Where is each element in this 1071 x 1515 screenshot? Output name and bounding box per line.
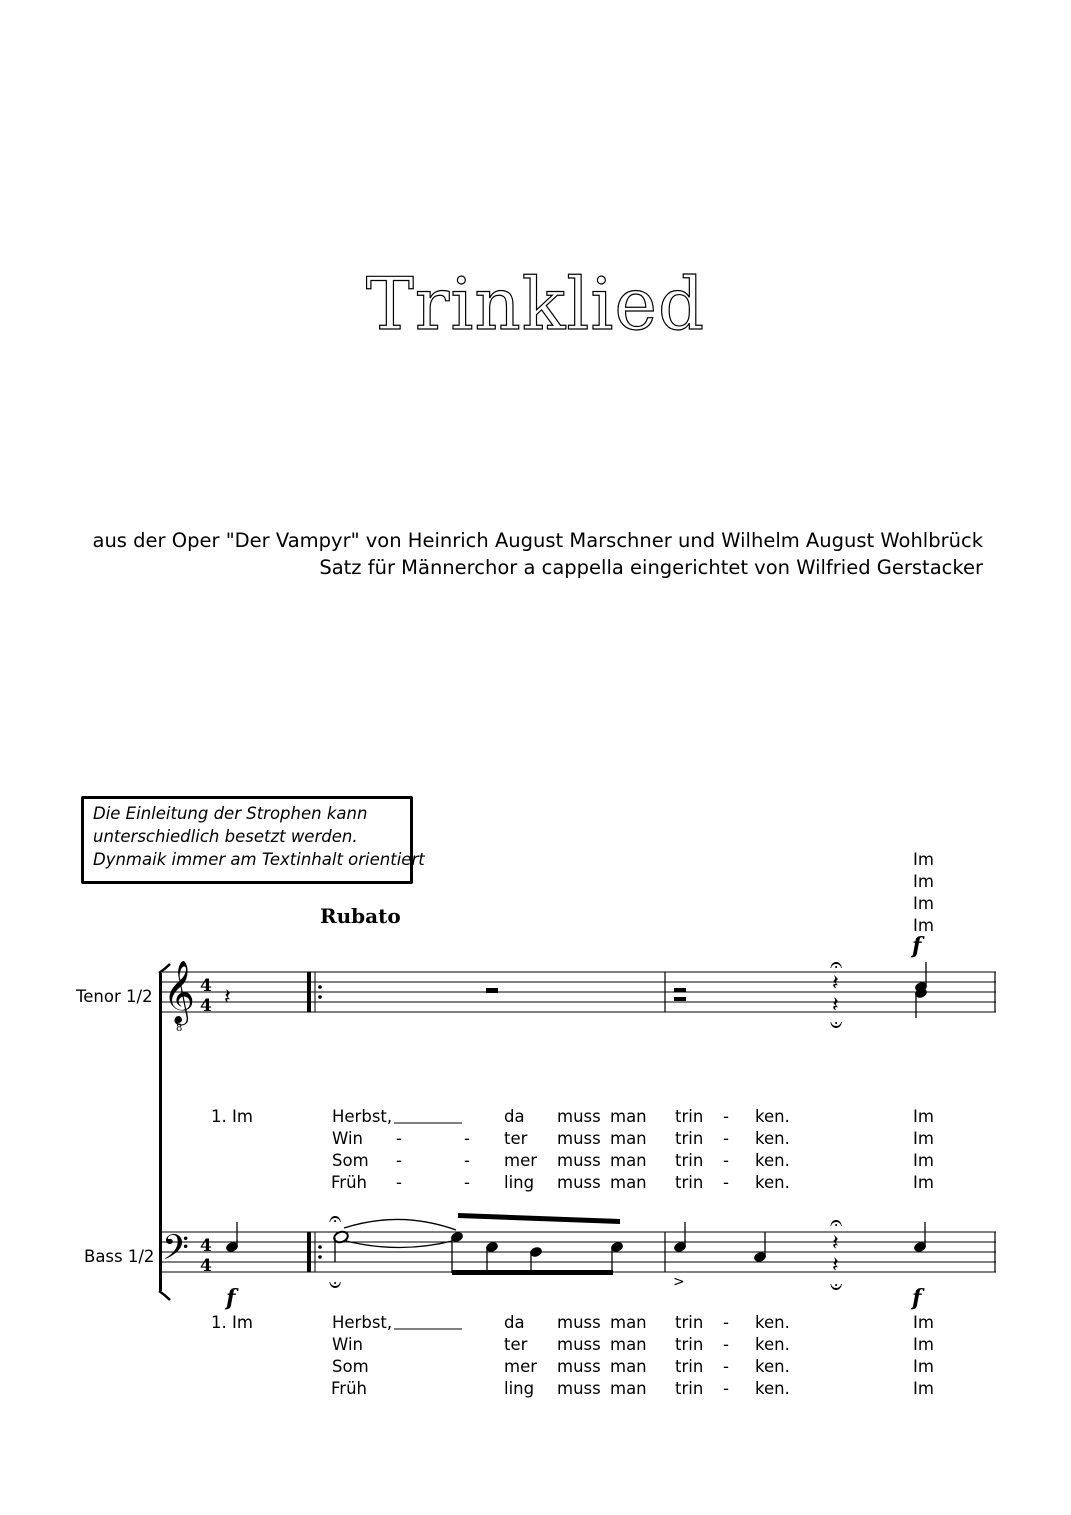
half-rest-icon	[674, 988, 686, 992]
accent-icon: >	[673, 1274, 685, 1290]
instrument-name-bass: Bass 1/2	[84, 1247, 155, 1266]
lyric-hyphen: -	[396, 1151, 402, 1170]
fermata-icon: 𝄐	[830, 953, 843, 978]
lyric: ken.	[755, 1107, 790, 1126]
lyric-hyphen: -	[723, 1313, 729, 1332]
lyric: man	[610, 1107, 647, 1126]
lyric: mer	[504, 1357, 538, 1376]
lyric: Herbst,	[332, 1313, 393, 1332]
fermata-icon: 𝄐	[830, 1211, 843, 1236]
dynamic-forte: f	[912, 1285, 922, 1311]
lyric: ken.	[755, 1379, 790, 1398]
half-rest-icon	[674, 997, 686, 1001]
lyric: ling	[504, 1173, 535, 1192]
bass-half-note	[333, 1230, 350, 1262]
lyric: 1. Im	[211, 1107, 253, 1126]
lyric: ling	[504, 1379, 535, 1398]
lyric: man	[610, 1173, 647, 1192]
instrument-name-tenor: Tenor 1/2	[76, 987, 153, 1006]
bass-note	[225, 1222, 239, 1253]
lyric: Win	[332, 1129, 363, 1148]
lyric-hyphen: -	[723, 1107, 729, 1126]
lyric: Win	[332, 1335, 363, 1354]
time-signature-bottom: 4	[200, 1256, 212, 1276]
lyric: trin	[675, 1173, 704, 1192]
time-signature-top: 4	[200, 976, 212, 996]
lyric: muss	[557, 1129, 601, 1148]
lyric: muss	[557, 1335, 601, 1354]
lyric: muss	[557, 1173, 601, 1192]
lyric: muss	[557, 1379, 601, 1398]
lyric: Früh	[331, 1173, 367, 1192]
bass-note	[673, 1222, 687, 1253]
tenor-upper-lyric: Im	[913, 872, 934, 891]
lyric: muss	[557, 1107, 601, 1126]
lyric: Früh	[331, 1379, 367, 1398]
lyric: Im	[913, 1151, 934, 1170]
fermata-below-icon: 𝄑	[830, 1275, 843, 1300]
tie-slur	[344, 1219, 456, 1230]
lyric: man	[610, 1357, 647, 1376]
lyric: muss	[557, 1313, 601, 1332]
lyric-hyphen: -	[723, 1129, 729, 1148]
whole-rest-icon	[486, 988, 498, 993]
lyric: ken.	[755, 1313, 790, 1332]
octave-eight-marker: 8	[176, 1023, 183, 1034]
bass-note	[913, 1222, 927, 1253]
page-title: Trinklied	[365, 262, 706, 346]
lyric: trin	[675, 1357, 704, 1376]
lyric: man	[610, 1335, 647, 1354]
lyric-hyphen: -	[464, 1151, 470, 1170]
lyric: muss	[557, 1357, 601, 1376]
bass-clef-icon: 𝄢	[162, 1227, 190, 1276]
tenor-upper-lyric: Im	[913, 850, 934, 869]
lyric: man	[610, 1151, 647, 1170]
lyric: man	[610, 1129, 647, 1148]
lyric: 1. Im	[211, 1313, 253, 1332]
lyric-hyphen: -	[723, 1335, 729, 1354]
lyric: da	[504, 1107, 525, 1126]
subtitle-arranger: Satz für Männerchor a cappella eingerichtet von Wilfried Gerstacker	[319, 556, 983, 579]
lyric: ter	[504, 1335, 528, 1354]
quarter-rest-icon: 𝄽	[224, 985, 231, 1010]
performance-note-line-1: Die Einleitung der Strophen kann	[93, 804, 368, 823]
lyric-hyphen: -	[396, 1129, 402, 1148]
bass-note	[753, 1232, 767, 1263]
lyric-hyphen: -	[723, 1379, 729, 1398]
lyric-hyphen: -	[464, 1173, 470, 1192]
lyric: Herbst,	[332, 1107, 393, 1126]
lyric: Im	[913, 1357, 934, 1376]
lyric: Im	[913, 1313, 934, 1332]
lyric: trin	[675, 1313, 704, 1332]
lyric: Im	[913, 1335, 934, 1354]
fermata-icon: 𝄐	[329, 1207, 342, 1232]
tenor-upper-lyric: Im	[913, 916, 934, 935]
lyric-hyphen: -	[396, 1173, 402, 1192]
performance-note-line-3: Dynmaik immer am Textinhalt orientiert	[93, 850, 425, 869]
time-signature-top: 4	[200, 1236, 212, 1256]
lyric: trin	[675, 1151, 704, 1170]
fermata-below-icon: 𝄑	[830, 1013, 843, 1038]
dynamic-forte: f	[912, 933, 922, 959]
lyric: man	[610, 1313, 647, 1332]
lyric: trin	[675, 1129, 704, 1148]
subtitle-origin: aus der Oper "Der Vampyr" von Heinrich August Marschner und Wilhelm August Wohlbrück	[92, 529, 983, 552]
performance-note-line-2: unterschiedlich besetzt werden.	[93, 827, 358, 846]
lyric: man	[610, 1379, 647, 1398]
lyric: trin	[675, 1379, 704, 1398]
lyric: Im	[913, 1129, 934, 1148]
lyric: ken.	[755, 1357, 790, 1376]
tenor-chord	[914, 962, 928, 1018]
lyric: Im	[913, 1107, 934, 1126]
lyric: ken.	[755, 1129, 790, 1148]
lyric-hyphen: -	[464, 1129, 470, 1148]
treble-clef-icon: 𝄞	[163, 960, 195, 1023]
tenor-upper-lyric: Im	[913, 894, 934, 913]
lyric: muss	[557, 1151, 601, 1170]
lyric: Som	[332, 1151, 369, 1170]
dynamic-forte: f	[226, 1285, 236, 1311]
lyric: Som	[332, 1357, 369, 1376]
lyric: ken.	[755, 1335, 790, 1354]
lyric: trin	[675, 1107, 704, 1126]
lyric: trin	[675, 1335, 704, 1354]
quarter-rest-icon: 𝄽	[832, 993, 839, 1018]
quarter-rest-icon: 𝄽	[832, 971, 839, 996]
lyric-hyphen: -	[723, 1357, 729, 1376]
tempo-marking: Rubato	[320, 904, 401, 928]
lyric: ken.	[755, 1173, 790, 1192]
time-signature-bottom: 4	[200, 996, 212, 1016]
lyric-hyphen: -	[723, 1173, 729, 1192]
lyric: mer	[504, 1151, 538, 1170]
lyric: ter	[504, 1129, 528, 1148]
bass-eighth-notes	[450, 1213, 624, 1275]
quarter-rest-icon: 𝄽	[832, 1253, 839, 1278]
bass-staff	[162, 1232, 996, 1272]
lyric-hyphen: -	[723, 1151, 729, 1170]
lyric: da	[504, 1313, 525, 1332]
lyric: Im	[913, 1173, 934, 1192]
tenor-staff	[162, 972, 996, 1012]
fermata-below-icon: 𝄑	[329, 1273, 342, 1298]
lyric: ken.	[755, 1151, 790, 1170]
lyric: Im	[913, 1379, 934, 1398]
quarter-rest-icon: 𝄽	[832, 1231, 839, 1256]
